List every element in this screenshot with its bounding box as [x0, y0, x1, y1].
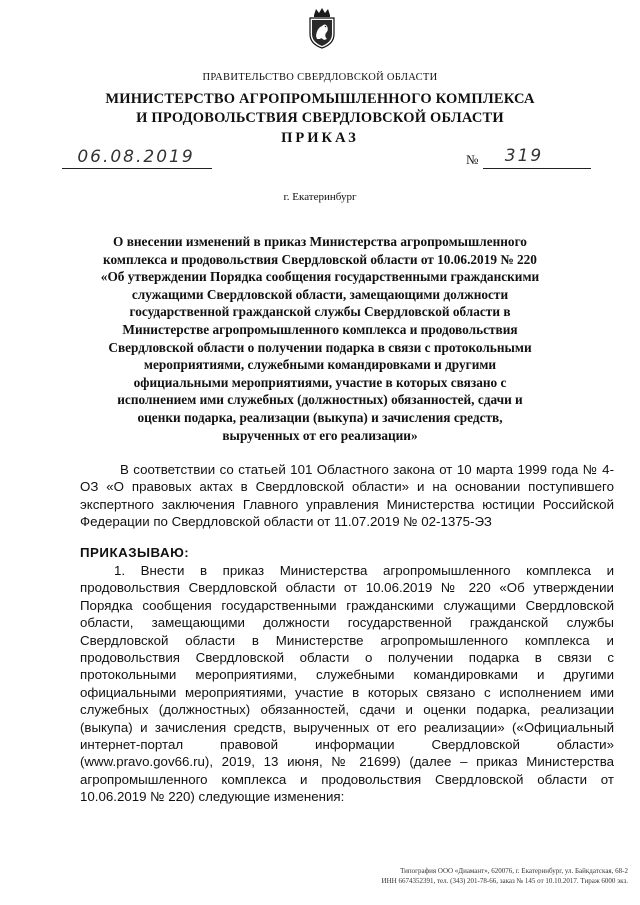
date-underline — [62, 168, 212, 169]
order-date: 06.08.2019 — [77, 147, 195, 167]
footer-line1: Типография ООО «Диамант», 620076, г. Екатеринбург, ул. Байкдатская, 68-2 — [400, 867, 628, 875]
ministry-name — [0, 90, 640, 128]
order-subject: О внесении изменений в приказ Министерства агропромышленного комплекса и продовольствия Свердловской области от 10.06.2019 № 220 «Об утверждении Порядка сообщения государственными гражданскими служащими Свердловской области, замещающими должности государственной гражданской службы Свердловской области в Министерстве агропромышленного комплекса и продовольствия Свердловской области о получении подарка в связи с протокольными мероприятиями, служебными командировками и другими официальными мероприятиями, участие в которых связано с исполнением ими служебных (должностных) обязанностей, сдачи и оценки подарка, реализации (выкупа) и зачисления средств, вырученных от его реализации» — [100, 234, 540, 443]
ministry-name-line1: МИНИСТЕРСТВО АГРОПРОМЫШЛЕННОГО КОМПЛЕКСА — [105, 91, 535, 107]
city: г. Екатеринбург — [283, 191, 357, 203]
document-type: ПРИКАЗ — [281, 130, 359, 146]
order-number: 319 — [504, 146, 544, 166]
sverdlovsk-coat-of-arms-icon — [307, 6, 337, 50]
number-underline — [483, 168, 591, 169]
ministry-name-line2: И ПРОДОВОЛЬСТВИЯ СВЕРДЛОВСКОЙ ОБЛАСТИ — [136, 110, 504, 126]
number-sign: № — [466, 152, 479, 167]
printing-footer — [228, 866, 628, 886]
government-name: ПРАВИТЕЛЬСТВО СВЕРДЛОВСКОЙ ОБЛАСТИ — [202, 72, 438, 83]
item-1-paragraph: 1. Внести в приказ Министерства агропромышленного комплекса и продовольствия Свердловской области от 10.06.2019 № 220 «Об утверждении Порядка сообщения государственными гражданскими служащими Свердловской области, замещающими должности государственной гражданской службы Свердловской области в Министерстве агропромышленного комплекса и продовольствия Свердловской области о получении подарка в связи с протокольными мероприятиями, служебными командировками и другими официальными мероприятиями, участие в которых связано с исполнением ими служебных (должностных) обязанностей, сдачи и оценки подарка, реализации (выкупа) и зачисления средств, вырученных от его реализации» («Официальный интернет-портал правовой информации Свердловской области» (www.pravo.gov66.ru), 2019, 13 июня, № 21699) (далее – приказ Министерства агропромышленного комплекса и продовольствия Свердловской области от 10.06.2019 № 220) следующие изменения: — [80, 563, 614, 805]
order-word: ПРИКАЗЫВАЮ: — [80, 545, 190, 560]
preamble-paragraph: В соответствии со статьей 101 Областного закона от 10 марта 1999 года № 4-ОЗ «О правовых актах в Свердловской области» и на основании поступившего экспертного заключения Главного управления Министерства юстиции Российской Федерации по Свердловской области от 11.07.2019 № 02-1375-ЭЗ — [80, 462, 614, 530]
footer-line2: ИНН 6674352391, тел. (343) 201-78-66, заказ № 145 от 10.10.2017. Тираж 6000 экз. — [381, 877, 628, 885]
